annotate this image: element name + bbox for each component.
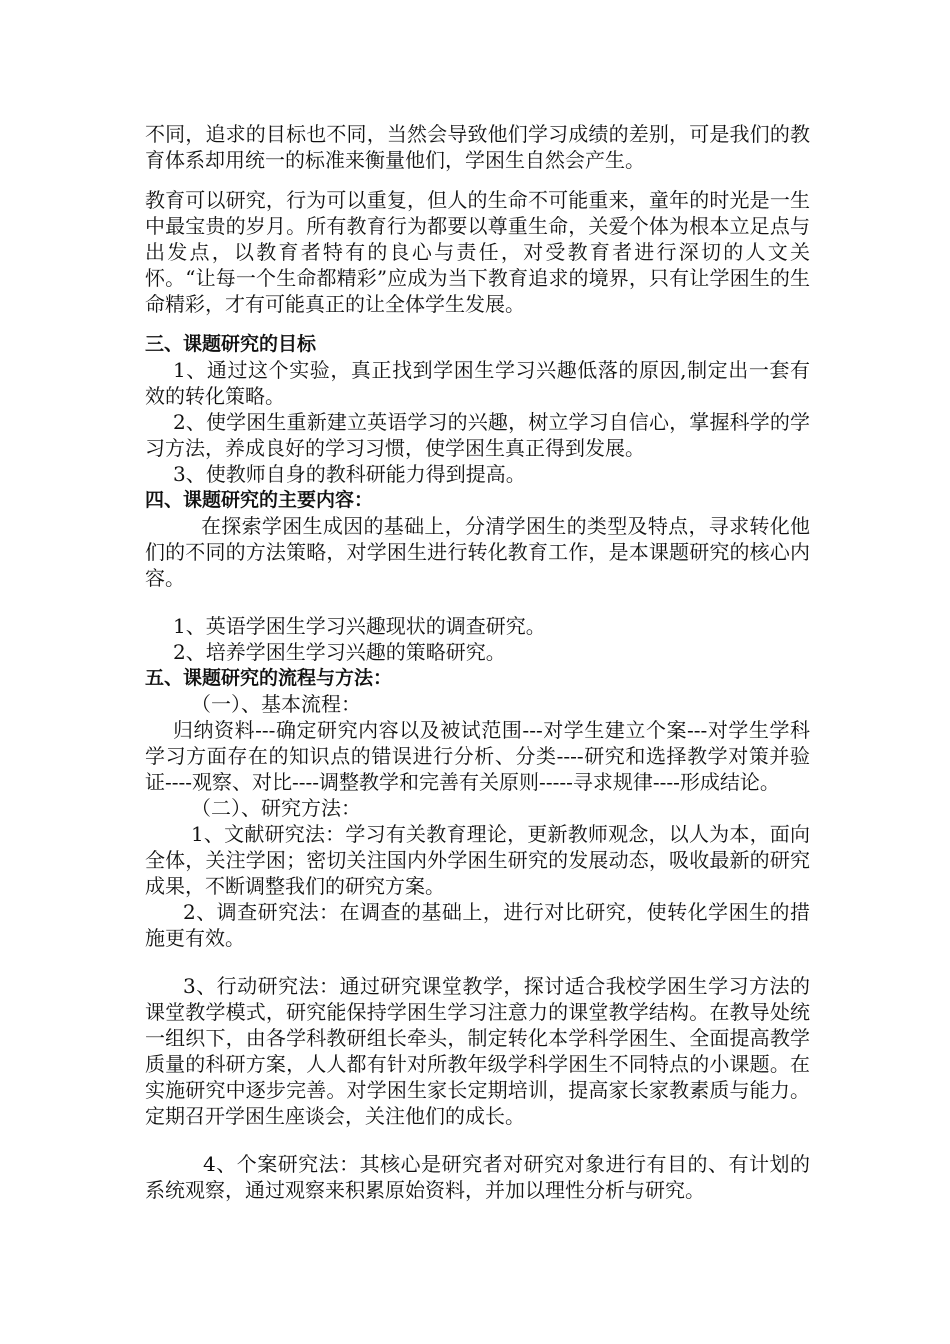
content-intro-paragraph: 在探索学困生成因的基础上，分清学困生的类型及特点，寻求转化他们的不同的方法策略，对学困生进行转化教育工作，是本课题研究的核心内容。 (145, 514, 810, 590)
method-action: 3、行动研究法：通过研究课堂教学，探讨适合我校学困生学习方法的课堂教学模式，研究能保持学困生学习注意力的课堂教学结构。在教导处统一组织下，由各学科教研组长牵头，制定转化本学科学困生、全面提高教学质量的科研方案，人人都有针对所教年级学科学困生不同特点的小课题。在实施研究中逐步完善。对学困生家长定期培训，提高家长家教素质与能力。定期召开学困生座谈会，关注他们的成长。 (145, 974, 810, 1128)
objective-item-2: 2、使学困生重新建立英语学习的兴趣，树立学习自信心，掌握科学的学习方法，养成良好的学习习惯，使学困生真正得到发展。 (145, 410, 810, 460)
objective-item-1: 1、通过这个实验，真正找到学困生学习兴趣低落的原因,制定出一套有效的转化策略。 (145, 358, 810, 408)
section-5-heading: 五、课题研究的流程与方法： (145, 667, 393, 689)
flow-description: 归纳资料---确定研究内容以及被试范围---对学生建立个案---对学生学科学习方面存在的知识点的错误进行分析、分类----研究和选择教学对策并验证----观察、对比----调整教学和完善有关原则-----寻求规律----形成结论。 (145, 718, 810, 794)
method-survey: 2、调查研究法：在调查的基础上，进行对比研究，使转化学困生的措施更有效。 (145, 900, 810, 950)
subsection-basic-flow-heading: （一）、基本流程： (191, 692, 361, 716)
section-3-heading: 三、课题研究的目标 (145, 333, 317, 355)
document-body (145, 121, 810, 1203)
objective-item-3: 3、使教师自身的教科研能力得到提高。 (173, 462, 526, 486)
paragraph-education-philosophy: 教育可以研究，行为可以重复，但人的生命不可能重来，童年的时光是一生中最宝贵的岁月。所有教育行为都要以尊重生命，关爱个体为根本立足点与出发点，以教育者特有的良心与责任，对受教育者进行深切的人文关怀。“让每一个生命都精彩”应成为当下教育追求的境界，只有让学困生的生命精彩，才有可能真正的让全体学生发展。 (145, 188, 810, 316)
method-literature: 1、文献研究法：学习有关教育理论，更新教师观念，以人为本，面向全体，关注学困；密切关注国内外学困生研究的发展动态，吸收最新的研究成果，不断调整我们的研究方案。 (145, 822, 810, 898)
subsection-methods-heading: （二）、研究方法： (191, 796, 361, 820)
content-item-1: 1、英语学困生学习兴趣现状的调查研究。 (173, 614, 546, 638)
content-item-2: 2、培养学困生学习兴趣的策略研究。 (173, 640, 506, 664)
section-4-heading: 四、课题研究的主要内容： (145, 489, 374, 511)
paragraph-intro-continued: 不同，追求的目标也不同，当然会导致他们学习成绩的差别，可是我们的教育体系却用统一的标准来衡量他们，学困生自然会产生。 (145, 122, 810, 172)
method-case-study: 4、个案研究法：其核心是研究者对研究对象进行有目的、有计划的系统观察，通过观察来积累原始资料，并加以理性分析与研究。 (145, 1152, 810, 1202)
